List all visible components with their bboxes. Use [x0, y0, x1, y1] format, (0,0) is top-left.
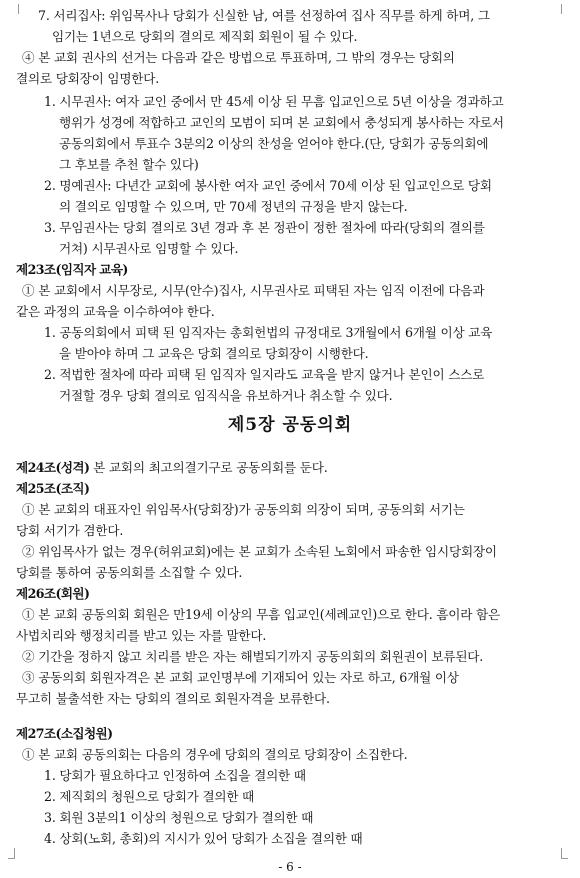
- art23-item2-line2: 거절할 경우 당회 결의로 임직식을 유보하거나 취소할 수 있다.: [59, 388, 393, 403]
- art22-item7-line2: 임기는 1년으로 당회의 결의로 제직회 회원이 될 수 있다.: [52, 29, 358, 44]
- art24-heading: 제24조(성격): [16, 460, 90, 475]
- art27-item4: 4. 상회(노회, 총회)의 지시가 있어 당회가 소집을 결의한 때: [44, 831, 363, 846]
- art22-item1-line3: 공동의회에서 투표수 3분의2 이상의 찬성을 얻어야 한다.(단, 당회가 공동의회에: [59, 136, 489, 151]
- art23-item1-line2: 을 받아야 하며 그 교육은 당회 결의로 당회장이 시행한다.: [59, 346, 369, 361]
- art22-item1-line1: 1. 시무권사: 여자 교인 중에서 만 45세 이상 된 무흠 입교인으로 5년 이상을 경과하고: [44, 94, 504, 109]
- art22-para4-line2: 결의로 당회장이 임명한다.: [16, 71, 160, 86]
- crop-mark-bottom-right: [561, 848, 568, 859]
- art23-heading: 제23조(임직자 교육): [16, 262, 128, 277]
- art26-para3-line2: 무고히 불출석한 자는 당회의 결의로 회원자격을 보류한다.: [16, 691, 330, 706]
- art26-para1-line1: ① 본 교회 공동의회 회원은 만19세 이상의 무흠 입교인(세례교인)으로 한다. 흠이라 함은: [22, 607, 500, 622]
- art22-item2-line1: 2. 명예권사: 다년간 교회에 봉사한 여자 교인 중에서 70세 이상 된 입교인으로 당회: [44, 178, 492, 193]
- art27-item2: 2. 제직회의 청원으로 당회가 결의한 때: [44, 789, 255, 804]
- art23-para1-line2: 같은 과정의 교육을 이수하여야 한다.: [16, 304, 215, 319]
- art25-heading: 제25조(조직): [16, 481, 90, 496]
- art22-item1-line2: 행위가 성경에 적합하고 교인의 모범이 되며 본 교회에서 충성되게 봉사하는 자로서: [59, 115, 504, 130]
- art22-item3-line1: 3. 무임권사는 당회 결의로 3년 경과 후 본 정관이 정한 절차에 따라(당회의 결의를: [44, 220, 485, 235]
- chapter-title: 제5장 공동의회: [227, 415, 353, 435]
- art23-para1-line1: ① 본 교회에서 시무장로, 시무(안수)집사, 시무권사로 피택된 자는 임직 이전에 다음과: [22, 283, 485, 298]
- art27-item1: 1. 당회가 필요하다고 인정하여 소집을 결의한 때: [44, 768, 306, 783]
- art26-para1-line2: 사법치리와 행정치리를 받고 있는 자를 말한다.: [16, 628, 267, 643]
- art22-item2-line2: 의 결의로 임명할 수 있으며, 만 70세 정년의 규정을 받지 않는다.: [59, 199, 408, 214]
- crop-mark-top-left: [8, 4, 19, 14]
- crop-mark-bottom-left: [8, 848, 15, 859]
- art25-para1-line2: 당회 서기가 겸한다.: [16, 523, 124, 538]
- art27-item3: 3. 회원 3분의1 이상의 청원으로 당회가 결의한 때: [44, 810, 314, 825]
- art27-heading: 제27조(소집청원): [16, 726, 113, 741]
- art24-text: 본 교회의 최고의결기구로 공동의회를 둔다.: [89, 460, 328, 475]
- art26-para3-line1: ③ 공동의회 회원자격은 본 교회 교인명부에 기재되어 있는 자로 하고, 6개월 이상: [22, 670, 459, 685]
- art26-para2-line1: ② 기간을 정하지 않고 치리를 받은 자는 해벌되기까지 공동의회의 회원권이 보류된다.: [22, 649, 484, 664]
- art23-item2-line1: 2. 적법한 절차에 따라 피택 된 임직자 일지라도 교육을 받지 않거나 본인이 스스로: [44, 367, 485, 382]
- art25-para1-line1: ① 본 교회의 대표자인 위임목사(당회장)가 공동의회 의장이 되며, 공동의회 서기는: [22, 502, 465, 517]
- art22-para4-line1: ④ 본 교회 권사의 선거는 다음과 같은 방법으로 투표하며, 그 밖의 경우는 당회의: [22, 50, 455, 65]
- art27-para1-line1: ① 본 교회 공동의회는 다음의 경우에 당회의 결의로 당회장이 소집한다.: [22, 747, 408, 762]
- art26-heading: 제26조(회원): [16, 586, 90, 601]
- art24-line: [16, 457, 328, 478]
- art22-item7-line1: 7. 서리집사: 위임목사나 당회가 신실한 남, 여를 선정하여 집사 직무를 하게 하며, 그: [38, 8, 490, 23]
- art25-para2-line1: ② 위임목사가 없는 경우(허위교회)에는 본 교회가 소속된 노회에서 파송한 임시당회장이: [22, 544, 497, 559]
- art22-item1-line4: 그 후보를 추천 할수 있다): [59, 157, 199, 172]
- crop-mark-top-right: [561, 4, 572, 14]
- art23-item1-line1: 1. 공동의회에서 피택 된 임직자는 총회헌법의 규정대로 3개월에서 6개월 이상 교육: [44, 325, 493, 340]
- page-number: - 6 -: [278, 860, 302, 874]
- art25-para2-line2: 당회를 통하여 공동의회를 소집할 수 있다.: [16, 565, 243, 580]
- art22-item3-line2: 거쳐) 시무권사로 임명할 수 있다.: [59, 241, 239, 256]
